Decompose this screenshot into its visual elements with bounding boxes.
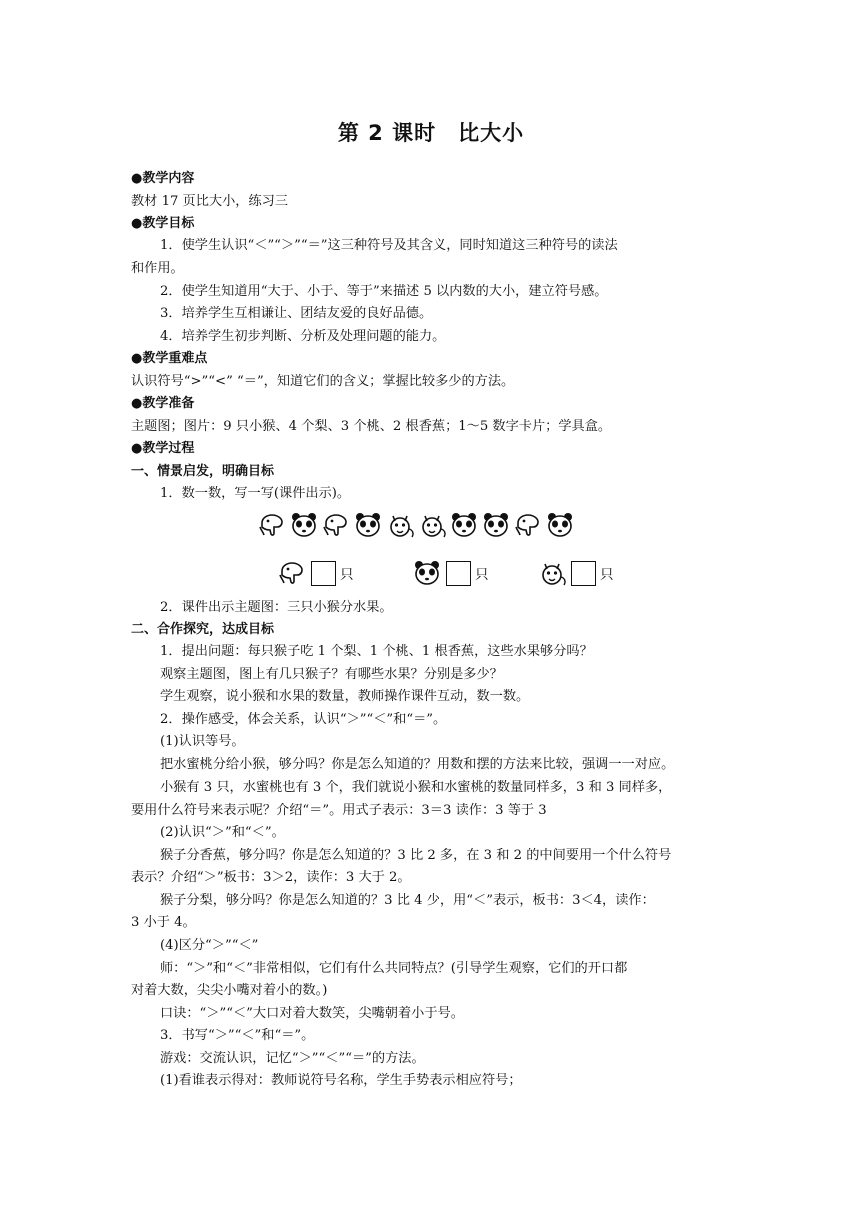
elephant-icon bbox=[256, 509, 288, 541]
animal-picture-row bbox=[256, 509, 576, 543]
text-line: 主题图；图片：9 只小猴、4 个梨、3 个桃、2 根香蕉；1～5 数字卡片；学具盒。 bbox=[131, 419, 612, 434]
unit-label: 只 bbox=[475, 567, 489, 583]
panda-icon bbox=[411, 557, 443, 589]
text-line: 3．培养学生互相谦让、团结友爱的良好品德。 bbox=[160, 306, 433, 321]
text-line: 猴子分梨，够分吗？你是怎么知道的？3 比 4 少，用“＜”表示，板书：3＜4，读作： bbox=[160, 893, 655, 908]
text-line: 2．操作感受，体会关系，认识“＞”“＜”和“＝”。 bbox=[160, 712, 447, 727]
panda-icon bbox=[480, 509, 512, 541]
squirrel-icon bbox=[384, 509, 416, 541]
text-line: 1．使学生认识“＜”“＞”“＝”这三种符号及其含义，同时知道这三种符号的读法 bbox=[160, 238, 618, 253]
panda-icon bbox=[352, 509, 384, 541]
text-line: 1．数一数，写一写(课件出示)。 bbox=[160, 486, 351, 501]
text-line: 把水蜜桃分给小猴，够分吗？你是怎么知道的？用数和摆的方法来比较，强调一一对应。 bbox=[160, 757, 675, 772]
text-line: 师：“＞”和“＜”非常相似，它们有什么共同特点？(引导学生观察，它们的开口都 bbox=[160, 961, 628, 976]
section-heading: ●教学内容 bbox=[131, 171, 195, 186]
text-line: 认识符号“>”“<” “＝”，知道它们的含义；掌握比较多少的方法。 bbox=[131, 374, 515, 389]
elephant-icon bbox=[320, 509, 352, 541]
text-line: 4．培养学生初步判断、分析及处理问题的能力。 bbox=[160, 329, 446, 344]
text-line: (1)看谁表示得对：教师说符号名称，学生手势表示相应符号； bbox=[160, 1073, 522, 1088]
text-line: 1．提出问题：每只猴子吃 1 个梨、1 个桃、1 根香蕉，这些水果够分吗？ bbox=[160, 644, 593, 659]
text-line: 教材 17 页比大小，练习三 bbox=[131, 194, 289, 209]
panda-icon bbox=[288, 509, 320, 541]
answer-box[interactable] bbox=[446, 561, 471, 586]
text-line: 观察主题图，图上有几只猴子？有哪些水果？分别是多少？ bbox=[160, 667, 503, 682]
unit-label: 只 bbox=[340, 567, 354, 583]
count-group-panda bbox=[411, 557, 489, 587]
section-heading: ●教学准备 bbox=[131, 396, 195, 411]
answer-box[interactable] bbox=[571, 561, 596, 586]
text-line: 3 小于 4。 bbox=[131, 915, 196, 930]
answer-box[interactable] bbox=[311, 561, 336, 586]
section-heading: 二、合作探究，达成目标 bbox=[131, 622, 275, 637]
text-line: 小猴有 3 只，水蜜桃也有 3 个，我们就说小猴和水蜜桃的数量同样多，3 和 3 同样多， bbox=[160, 780, 672, 795]
text-line: 2．使学生知道用“大于、小于、等于”来描述 5 以内数的大小，建立符号感。 bbox=[160, 284, 608, 299]
text-line: 要用什么符号来表示呢？介绍“＝”。用式子表示：3＝3 读作：3 等于 3 bbox=[131, 803, 547, 818]
count-group-elephant bbox=[276, 557, 354, 587]
text-line: 对着大数，尖尖小嘴对着小的数。) bbox=[131, 983, 328, 998]
elephant-icon bbox=[276, 557, 308, 589]
squirrel-icon bbox=[536, 557, 568, 589]
text-line: 学生观察，说小猴和水果的数量，教师操作课件互动，数一数。 bbox=[160, 689, 530, 704]
text-line: 和作用。 bbox=[131, 261, 184, 276]
text-line: 游戏：交流认识，记忆“＞”“＜”“＝”的方法。 bbox=[160, 1051, 425, 1066]
elephant-icon bbox=[512, 509, 544, 541]
text-line: (2)认识“＞”和“＜”。 bbox=[160, 825, 285, 840]
text-line: 口诀：“＞”“＜”大口对着大数笑，尖嘴朝着小于号。 bbox=[160, 1006, 464, 1021]
section-heading: 一、情景启发，明确目标 bbox=[131, 464, 275, 479]
panda-icon bbox=[544, 509, 576, 541]
text-line: 猴子分香蕉，够分吗？你是怎么知道的？3 比 2 多，在 3 和 2 的中间要用一个什么符号 bbox=[160, 848, 672, 863]
section-heading: ●教学过程 bbox=[131, 441, 195, 456]
section-heading: ●教学重难点 bbox=[131, 351, 208, 366]
panda-icon bbox=[448, 509, 480, 541]
text-line: 表示？介绍“＞”板书：3＞2，读作：3 大于 2。 bbox=[131, 870, 411, 885]
squirrel-icon bbox=[416, 509, 448, 541]
count-group-squirrel bbox=[536, 557, 614, 587]
page-title: 第 2 课时 比大小 bbox=[337, 121, 525, 145]
text-line: (4)区分“＞”“＜” bbox=[160, 938, 259, 953]
section-heading: ●教学目标 bbox=[131, 216, 195, 231]
text-line: 2．课件出示主题图：三只小猴分水果。 bbox=[160, 600, 393, 615]
text-line: 3．书写“＞”“＜”和“＝”。 bbox=[160, 1028, 315, 1043]
text-line: (1)认识等号。 bbox=[160, 734, 245, 749]
unit-label: 只 bbox=[600, 567, 614, 583]
